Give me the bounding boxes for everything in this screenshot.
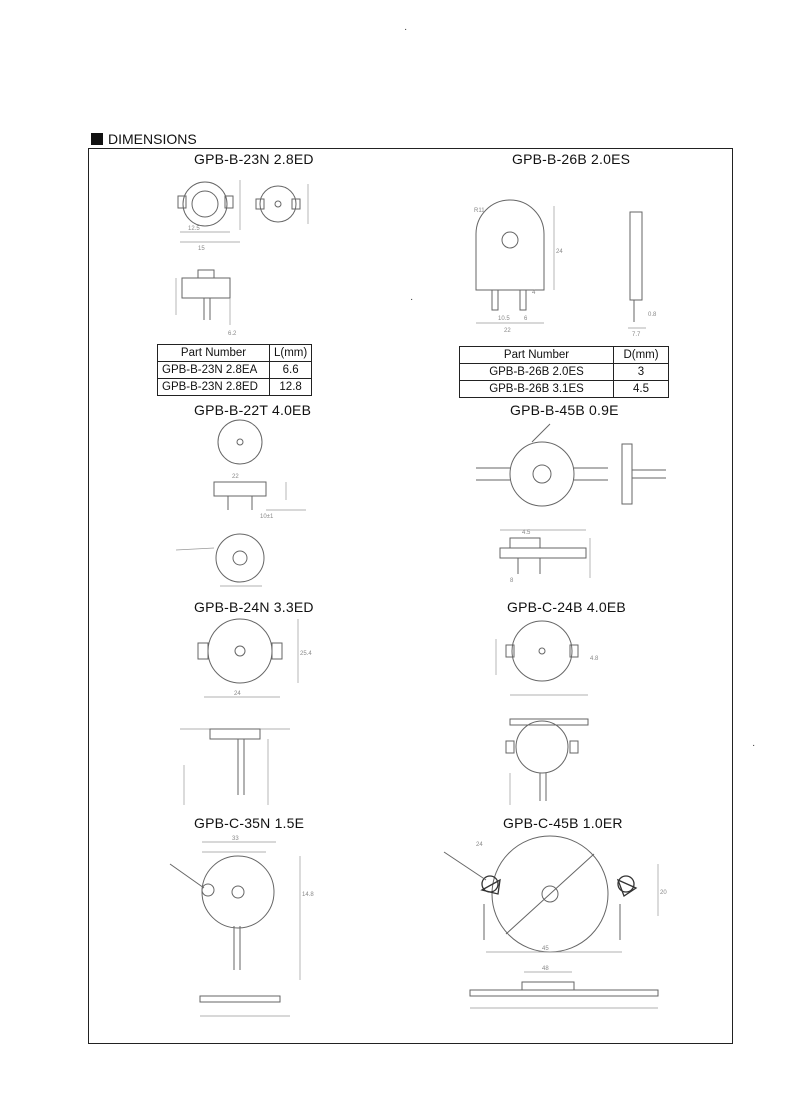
dim-c45b-2: 45: [542, 946, 549, 952]
section-title: [91, 131, 197, 147]
dim-b26b-0: R11: [474, 208, 485, 214]
model-title-b24n: GPB-B-24N 3.3ED: [194, 599, 314, 615]
table-right-header-row: [460, 347, 669, 364]
drawing-c24b: [490, 615, 640, 810]
dim-b45b-0: 4.5: [522, 530, 531, 536]
table-row: [158, 362, 312, 379]
scan-speck: ·: [410, 294, 414, 305]
table-right-header-d: D(mm): [614, 347, 669, 364]
dim-c35n-0: 33: [232, 836, 239, 842]
dim-b26b-2: 10.5: [498, 316, 510, 322]
heading-square-icon: [91, 133, 103, 145]
dim-b26b-7: 0.8: [648, 312, 657, 318]
table-left-part-numbers: [157, 344, 312, 396]
model-title-b23n: GPB-B-23N 2.8ED: [194, 151, 314, 167]
dim-b23n-1: 15: [198, 246, 205, 252]
table-row: [460, 381, 669, 398]
table-cell: GPB-B-23N 2.8ED: [158, 379, 270, 396]
dim-c45b-3: 48: [542, 966, 549, 972]
dim-c24b-0: 4.8: [590, 656, 599, 662]
model-title-c45b: GPB-C-45B 1.0ER: [503, 815, 623, 831]
drawing-c45b: [430, 830, 670, 1040]
drawing-b45b: [470, 420, 690, 588]
model-title-b26b: GPB-B-26B 2.0ES: [512, 151, 631, 167]
dim-c35n-1: 14.8: [302, 892, 314, 898]
drawing-b26b: [462, 198, 682, 338]
table-cell: GPB-B-26B 2.0ES: [460, 364, 614, 381]
dim-b22t-0: 22: [232, 474, 239, 480]
dim-c45b-1: 20: [660, 890, 667, 896]
dim-b23n-0: 12.5: [188, 226, 200, 232]
dim-b24n-1: 24: [234, 691, 241, 697]
model-title-c35n: GPB-C-35N 1.5E: [194, 815, 305, 831]
dim-b26b-6: 7.7: [632, 332, 641, 338]
table-right-header-part: Part Number: [460, 347, 614, 364]
table-left-header-part: Part Number: [158, 345, 270, 362]
table-cell: 3: [614, 364, 669, 381]
table-cell: GPB-B-26B 3.1ES: [460, 381, 614, 398]
drawing-b23n: [170, 170, 340, 340]
table-cell: GPB-B-23N 2.8EA: [158, 362, 270, 379]
scan-speck: ·: [404, 24, 408, 35]
dim-b26b-5: 4: [532, 290, 536, 296]
dim-b22t-1: 10±1: [260, 514, 274, 520]
table-cell: 12.8: [270, 379, 312, 396]
dim-b26b-4: 6: [524, 316, 528, 322]
dim-b24n-0: 25.4: [300, 651, 312, 657]
dim-b26b-3: 22: [504, 328, 511, 334]
scan-speck: ·: [752, 740, 756, 751]
table-right-part-numbers: [459, 346, 669, 398]
section-title-text: DIMENSIONS: [108, 131, 197, 147]
table-row: [158, 379, 312, 396]
dim-b26b-1: 24: [556, 249, 563, 255]
table-left-header-row: [158, 345, 312, 362]
drawing-b24n: [180, 615, 330, 815]
dim-b23n-2: 6.2: [228, 331, 237, 337]
model-title-b45b: GPB-B-45B 0.9E: [510, 402, 619, 418]
drawing-c35n: [150, 830, 330, 1040]
drawing-b22t: [166, 420, 316, 592]
table-cell: 4.5: [614, 381, 669, 398]
table-left-header-l: L(mm): [270, 345, 312, 362]
dim-b45b-1: 8: [510, 578, 514, 584]
model-title-b22t: GPB-B-22T 4.0EB: [194, 402, 312, 418]
model-title-c24b: GPB-C-24B 4.0EB: [507, 599, 626, 615]
dim-c45b-0: 24: [476, 842, 483, 848]
table-cell: 6.6: [270, 362, 312, 379]
table-row: [460, 364, 669, 381]
